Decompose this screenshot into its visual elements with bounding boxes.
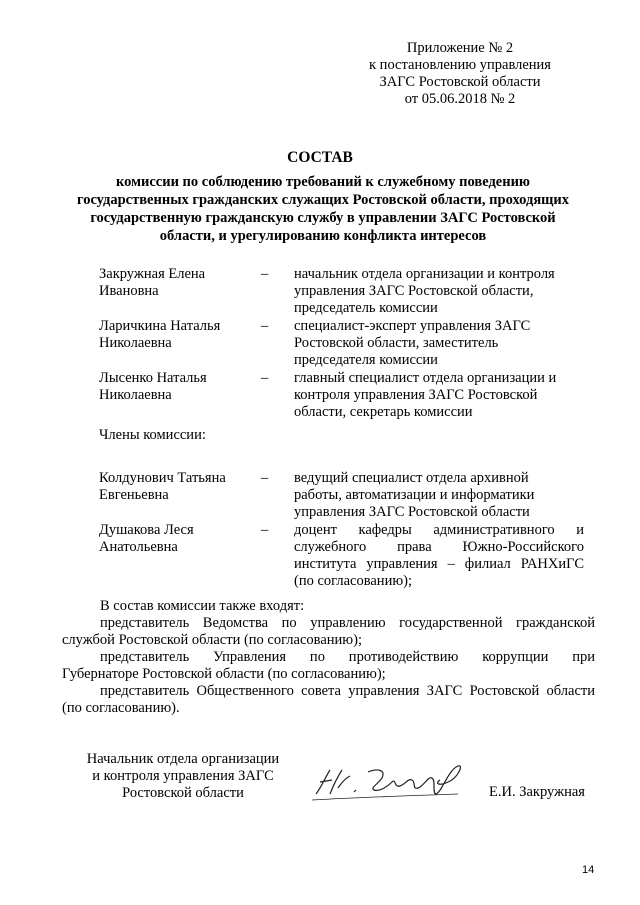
member-name — [99, 266, 249, 300]
member-role-line: председатель комиссии — [294, 300, 438, 316]
member-row — [99, 318, 584, 369]
member-name-line: Лысенко Наталья — [99, 370, 207, 386]
member-role-line: института управления – филиал РАНХиГС — [294, 556, 584, 572]
member-role — [294, 318, 584, 369]
intro-paragraph: В состав комиссии также входят: — [100, 598, 305, 614]
handwritten-signature — [308, 748, 468, 808]
member-role-line: управления ЗАГС Ростовской области — [294, 504, 530, 520]
appendix-block — [340, 40, 580, 108]
member-role-line: управления ЗАГС Ростовской области, — [294, 283, 534, 299]
signer-position — [78, 751, 288, 802]
member-role — [294, 522, 584, 590]
page-number: 14 — [582, 864, 595, 876]
member-role — [294, 470, 584, 521]
commission-list — [99, 266, 584, 591]
appendix-line: ЗАГС Ростовской области — [379, 74, 541, 90]
member-role-line: главный специалист отдела организации и — [294, 370, 557, 386]
paragraph-line: представитель Общественного совета управления ЗАГС Ростовской области — [100, 683, 595, 699]
member-name-line: Закружная Елена — [99, 266, 206, 282]
subtitle-line: государственных гражданских служащих Ростовской области, проходящих — [76, 192, 570, 208]
member-name — [99, 318, 249, 352]
paragraph-line: Губернаторе Ростовской области (по согласованию); — [62, 666, 386, 682]
member-row — [99, 522, 584, 590]
member-role-line: доцент кафедры административного и — [294, 522, 584, 538]
member-name-line: Анатольевна — [99, 539, 178, 555]
additional-members — [62, 598, 595, 717]
member-dash: – — [261, 318, 269, 334]
member-dash: – — [261, 470, 269, 486]
member-name-line: Николаевна — [99, 387, 172, 403]
paragraph-line: представитель Ведомства по управлению государственной гражданской — [100, 615, 595, 631]
position-line: Начальник отдела организации — [86, 751, 280, 767]
member-role-line: области, секретарь комиссии — [294, 404, 473, 420]
member-row — [99, 470, 584, 521]
appendix-line: к постановлению управления — [369, 57, 551, 73]
member-role-line: Ростовской области, заместитель — [294, 335, 499, 351]
subtitle-line: государственную гражданскую службу в управлении ЗАГС Ростовской — [90, 210, 556, 226]
member-name-line: Николаевна — [99, 335, 172, 351]
member-dash: – — [261, 522, 269, 538]
members-label: Члены комиссии: — [99, 427, 206, 443]
subtitle-line: комиссии по соблюдению требований к служебному поведению — [115, 174, 531, 190]
member-dash: – — [261, 370, 269, 386]
member-name-line: Колдунович Татьяна — [99, 470, 226, 486]
member-name — [99, 370, 249, 404]
document-subtitle — [62, 173, 584, 245]
member-name — [99, 470, 249, 504]
member-role-line: начальник отдела организации и контроля — [294, 266, 555, 282]
paragraph-line: (по согласованию). — [62, 700, 180, 716]
member-role-line: контроля управления ЗАГС Ростовской — [294, 387, 538, 403]
document-title: СОСТАВ — [287, 149, 353, 166]
subtitle-line: области, и урегулированию конфликта интересов — [159, 228, 487, 244]
position-line: Ростовской области — [122, 785, 244, 801]
appendix-line: Приложение № 2 — [406, 40, 514, 56]
paragraph-line: представитель Управления по противодействию коррупции при — [100, 649, 595, 665]
member-role-line: (по согласованию); — [294, 573, 413, 589]
member-dash: – — [261, 266, 269, 282]
member-role-line: работы, автоматизации и информатики — [294, 487, 535, 503]
paragraph-line: службой Ростовской области (по согласованию); — [62, 632, 362, 648]
member-name — [99, 522, 249, 556]
member-role — [294, 266, 584, 317]
member-row — [99, 266, 584, 317]
member-role-line: специалист-эксперт управления ЗАГС — [294, 318, 531, 334]
appendix-line: от 05.06.2018 № 2 — [404, 91, 516, 107]
member-name-line: Ларичкина Наталья — [99, 318, 221, 334]
member-name-line: Ивановна — [99, 283, 159, 299]
member-role-line: председателя комиссии — [294, 352, 438, 368]
member-role-line: ведущий специалист отдела архивной — [294, 470, 529, 486]
position-line: и контроля управления ЗАГС — [92, 768, 274, 784]
member-name-line: Евгеньевна — [99, 487, 169, 503]
signer-name: Е.И. Закружная — [489, 784, 585, 800]
member-role-line: служебного права Южно-Российского — [294, 539, 584, 555]
member-role — [294, 370, 584, 421]
member-row — [99, 370, 584, 421]
member-name-line: Душакова Леся — [99, 522, 194, 538]
